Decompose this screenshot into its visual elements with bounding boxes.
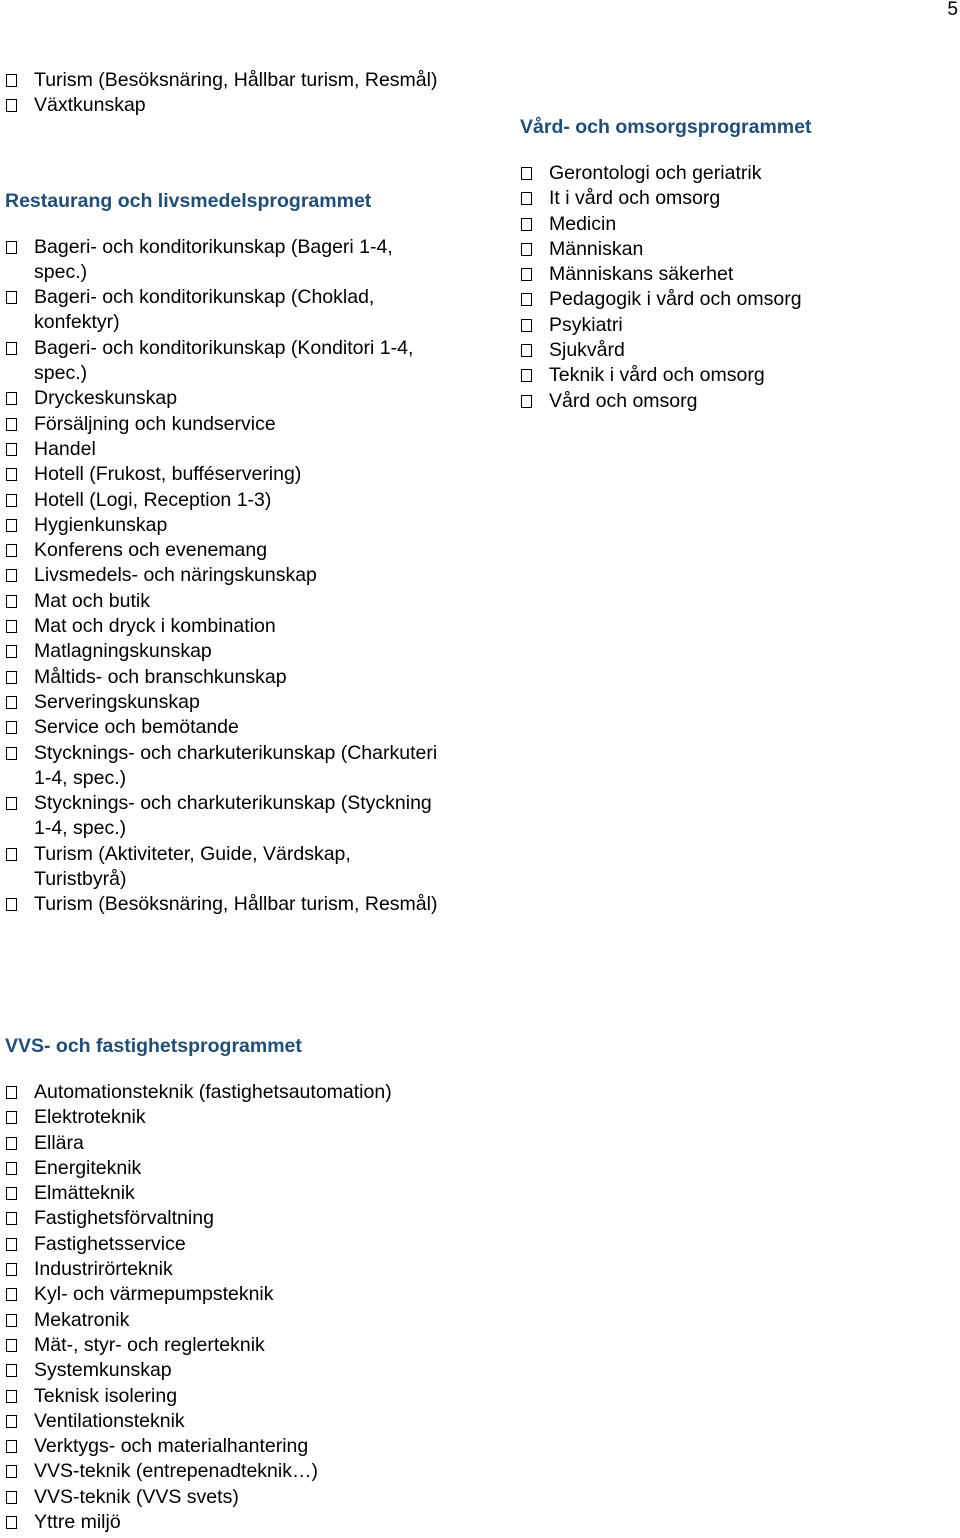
page-number: 5 — [947, 0, 958, 20]
list-item — [5, 842, 445, 893]
right-column — [520, 115, 950, 414]
list-item-label: Industrirörteknik — [34, 1258, 173, 1281]
list-item — [520, 287, 950, 312]
list-item-label: Stycknings- och charkuterikunskap (Charkuteri 1-4, spec.) — [34, 741, 438, 789]
checkbox-icon — [6, 74, 17, 87]
list-item-label: Hygienkunskap — [34, 513, 168, 536]
list-item-label: Turism (Aktiviteter, Guide, Värdskap, Turistbyrå) — [34, 842, 351, 891]
checkbox-icon — [6, 1212, 17, 1225]
checkbox-icon — [6, 721, 17, 734]
list-item-label: Stycknings- och charkuterikunskap (Styckning 1-4, spec.) — [34, 792, 432, 840]
list-item-label: Ventilationsteknik — [34, 1409, 185, 1432]
list-item — [5, 1308, 465, 1333]
checkbox-icon — [6, 494, 17, 507]
list-item — [5, 1105, 465, 1130]
checkbox-icon — [6, 1516, 17, 1529]
checkbox-icon — [6, 1187, 17, 1200]
checkbox-icon — [521, 319, 532, 332]
list-item — [5, 892, 445, 917]
checkbox-icon — [521, 369, 532, 382]
checkbox-icon — [6, 1263, 17, 1276]
list-item-label: VVS-teknik (VVS svets) — [34, 1485, 239, 1508]
list-item — [5, 715, 445, 740]
left-column-bottom — [5, 1034, 465, 1535]
list-item-label: Människans säkerhet — [549, 263, 734, 286]
list-item — [5, 1333, 465, 1358]
list-item-label: Elektroteknik — [34, 1106, 146, 1129]
list-item-label: Elmätteknik — [34, 1182, 135, 1205]
checkbox-icon — [6, 620, 17, 633]
checkbox-icon — [6, 898, 17, 911]
checkbox-icon — [521, 243, 532, 256]
list-item — [5, 93, 445, 118]
checkbox-icon — [6, 544, 17, 557]
checkbox-icon — [6, 1364, 17, 1377]
checkbox-icon — [6, 1415, 17, 1428]
list-item-label: Fastighetsförvaltning — [34, 1207, 214, 1230]
restaurang-list — [5, 235, 445, 918]
list-item — [5, 386, 445, 411]
list-item-label: Dryckeskunskap — [34, 387, 178, 410]
list-item — [5, 412, 445, 437]
list-item-label: Mat och dryck i kombination — [34, 615, 276, 638]
checkbox-icon — [521, 167, 532, 180]
list-item-label: Teknisk isolering — [34, 1384, 178, 1407]
list-item — [5, 690, 445, 715]
list-item — [5, 1409, 465, 1434]
list-item — [5, 1156, 465, 1181]
list-item-label: VVS-teknik (entrepenadteknik…) — [34, 1460, 318, 1483]
checkbox-icon — [6, 1390, 17, 1403]
list-item — [520, 262, 950, 287]
list-item-label: Försäljning och kundservice — [34, 412, 276, 435]
list-item — [5, 488, 445, 513]
list-item — [5, 1485, 465, 1510]
checkbox-icon — [521, 395, 532, 408]
list-item — [520, 338, 950, 363]
list-item — [5, 513, 445, 538]
list-item — [5, 1358, 465, 1383]
checkbox-icon — [6, 418, 17, 431]
list-item — [5, 1434, 465, 1459]
list-item-label: Fastighetsservice — [34, 1232, 186, 1255]
list-item-label: Yttre miljö — [34, 1511, 121, 1534]
list-item-label: Hotell (Logi, Reception 1-3) — [34, 488, 272, 511]
left-column-top — [5, 68, 445, 918]
list-item-label: Matlagningskunskap — [34, 640, 212, 663]
list-item — [5, 437, 445, 462]
list-item-label: Hotell (Frukost, bufféservering) — [34, 463, 302, 486]
checkbox-icon — [6, 797, 17, 810]
list-item — [5, 1181, 465, 1206]
checkbox-icon — [6, 1339, 17, 1352]
list-item-label: Energiteknik — [34, 1156, 142, 1179]
vvs-list — [5, 1080, 465, 1535]
list-item — [520, 313, 950, 338]
list-item — [520, 161, 950, 186]
list-item — [5, 1206, 465, 1231]
list-item-label: Turism (Besöksnäring, Hållbar turism, Resmål) — [34, 893, 438, 916]
list-item — [5, 68, 445, 93]
checkbox-icon — [6, 241, 17, 254]
list-item — [5, 589, 445, 614]
list-item-label: Service och bemötande — [34, 716, 239, 739]
list-item-label: It i vård och omsorg — [549, 187, 721, 210]
list-item-label: Bageri- och konditorikunskap (Choklad, konfektyr) — [34, 286, 375, 334]
checkbox-icon — [6, 1086, 17, 1099]
list-item — [5, 639, 445, 664]
list-item-label: Sjukvård — [549, 339, 625, 362]
checkbox-icon — [521, 344, 532, 357]
list-item — [5, 1282, 465, 1307]
checkbox-icon — [6, 569, 17, 582]
list-item — [5, 741, 445, 792]
list-item-label: Psykiatri — [549, 313, 623, 336]
checkbox-icon — [6, 696, 17, 709]
checkbox-icon — [6, 1440, 17, 1453]
section-heading-vard: Vård- och omsorgsprogrammet — [520, 116, 812, 138]
checkbox-icon — [521, 293, 532, 306]
continued-list — [5, 68, 445, 119]
list-item-label: Handel — [34, 437, 96, 460]
list-item-label: Systemkunskap — [34, 1359, 172, 1382]
list-item — [520, 389, 950, 414]
checkbox-icon — [6, 392, 17, 405]
list-item — [5, 336, 445, 387]
list-item — [5, 1232, 465, 1257]
checkbox-icon — [6, 1465, 17, 1478]
list-item — [5, 1510, 465, 1535]
checkbox-icon — [6, 1162, 17, 1175]
list-item — [5, 1131, 465, 1156]
list-item-label: Bageri- och konditorikunskap (Bageri 1-4, spec.) — [34, 235, 393, 283]
checkbox-icon — [6, 1491, 17, 1504]
checkbox-icon — [6, 99, 17, 112]
list-item-label: Kyl- och värmepumpsteknik — [34, 1283, 274, 1306]
checkbox-icon — [6, 747, 17, 760]
checkbox-icon — [6, 291, 17, 304]
checkbox-icon — [6, 519, 17, 532]
checkbox-icon — [6, 1288, 17, 1301]
list-item-label: Verktygs- och materialhantering — [34, 1435, 309, 1458]
list-item-label: Mekatronik — [34, 1308, 130, 1331]
list-item-label: Växtkunskap — [34, 94, 146, 117]
checkbox-icon — [6, 645, 17, 658]
list-item — [520, 363, 950, 388]
checkbox-icon — [6, 1137, 17, 1150]
list-item — [5, 285, 445, 336]
list-item — [5, 665, 445, 690]
list-item-label: Bageri- och konditorikunskap (Konditori 1-4, spec.) — [34, 336, 414, 385]
checkbox-icon — [6, 671, 17, 684]
list-item — [5, 1384, 465, 1409]
list-item-label: Teknik i vård och omsorg — [549, 364, 765, 387]
list-item-label: Automationsteknik (fastighetsautomation) — [34, 1081, 392, 1103]
list-item — [5, 614, 445, 639]
list-item — [5, 235, 445, 286]
list-item-label: Människan — [549, 237, 644, 260]
list-item-label: Gerontologi och geriatrik — [549, 162, 762, 184]
list-item-label: Ellära — [34, 1131, 84, 1154]
list-item-label: Turism (Besöksnäring, Hållbar turism, Resmål) — [34, 69, 438, 91]
checkbox-icon — [6, 1314, 17, 1327]
checkbox-icon — [521, 268, 532, 281]
list-item-label: Mät-, styr- och reglerteknik — [34, 1333, 265, 1356]
list-item-label: Medicin — [549, 212, 617, 235]
section-heading-vvs: VVS- och fastighetsprogrammet — [5, 1035, 302, 1057]
list-item-label: Livsmedels- och näringskunskap — [34, 564, 317, 587]
checkbox-icon — [6, 443, 17, 456]
list-item-label: Konferens och evenemang — [34, 539, 268, 562]
list-item-label: Mat och butik — [34, 589, 150, 612]
vard-list — [520, 161, 950, 414]
checkbox-icon — [6, 468, 17, 481]
checkbox-icon — [6, 1111, 17, 1124]
list-item-label: Måltids- och branschkunskap — [34, 665, 287, 688]
list-item — [5, 791, 445, 842]
checkbox-icon — [521, 218, 532, 231]
list-item — [5, 1257, 465, 1282]
list-item — [520, 237, 950, 262]
list-item — [520, 186, 950, 211]
list-item-label: Pedagogik i vård och omsorg — [549, 288, 802, 311]
checkbox-icon — [6, 848, 17, 861]
list-item — [5, 462, 445, 487]
list-item — [5, 1080, 465, 1105]
list-item — [520, 212, 950, 237]
checkbox-icon — [521, 192, 532, 205]
list-item-label: Serveringskunskap — [34, 690, 200, 713]
checkbox-icon — [6, 595, 17, 608]
list-item — [5, 538, 445, 563]
section-heading-restaurang: Restaurang och livsmedelsprogrammet — [5, 189, 372, 212]
checkbox-icon — [6, 1238, 17, 1251]
list-item — [5, 1459, 465, 1484]
list-item — [5, 563, 445, 588]
list-item-label: Vård och omsorg — [549, 389, 698, 412]
checkbox-icon — [6, 342, 17, 355]
